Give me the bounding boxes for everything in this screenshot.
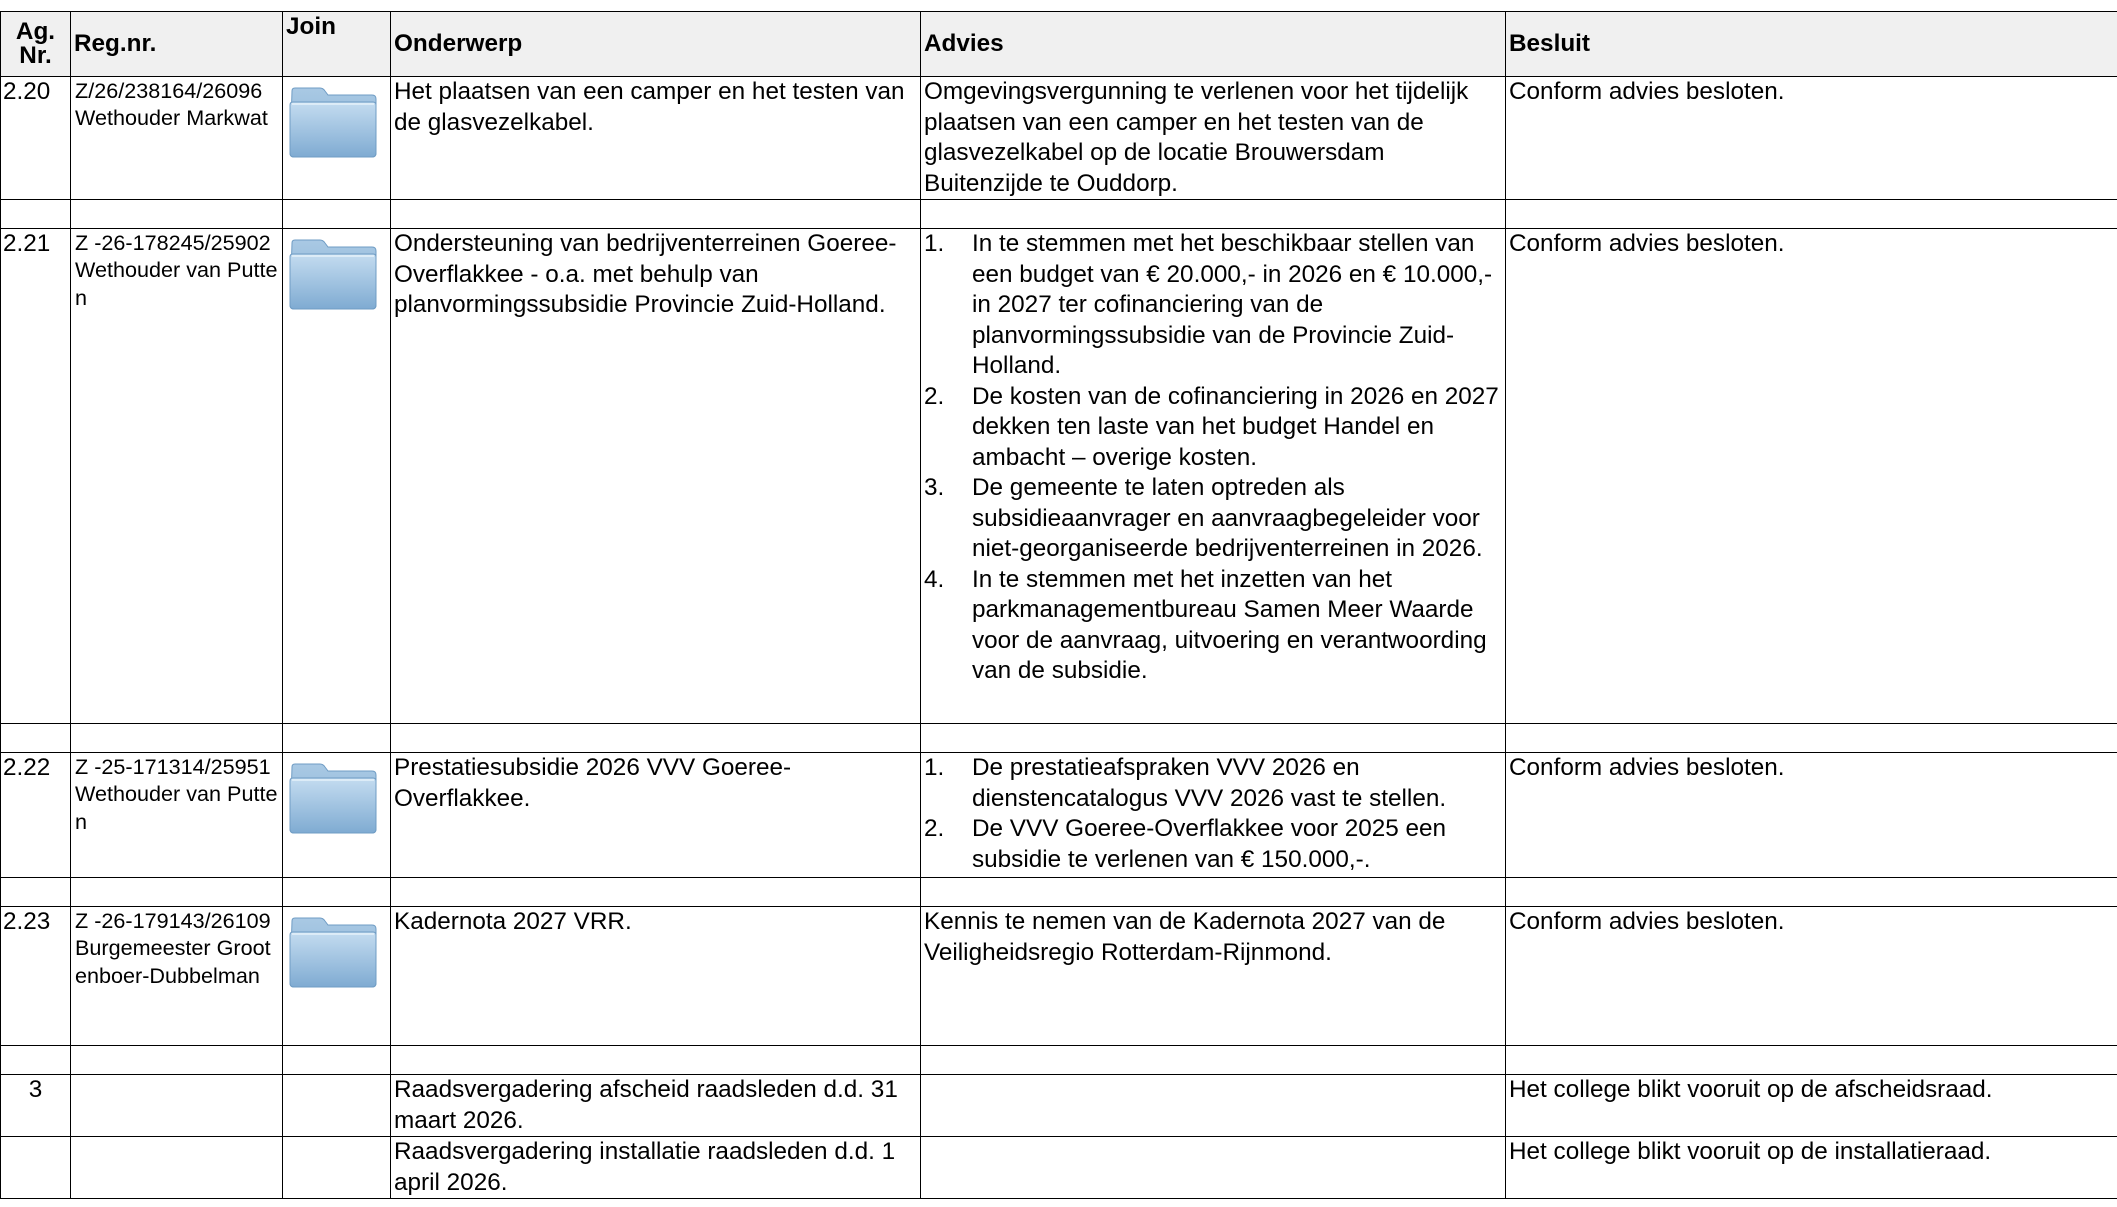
join-cell <box>283 1137 391 1199</box>
reg-person: Wethouder van Putten <box>75 257 278 310</box>
advies-list-item <box>924 229 1502 382</box>
table-row <box>1 77 2117 200</box>
advies-list-item <box>924 382 1502 474</box>
reg-cell <box>71 753 283 878</box>
advies-cell <box>921 1075 1506 1137</box>
reg-number: Z -26-179143/26109 <box>75 908 271 933</box>
onderwerp-cell: Kadernota 2027 VRR. <box>391 907 921 1046</box>
reg-number: Z -25-171314/25951 <box>75 754 271 779</box>
onderwerp-cell: Het plaatsen van een camper en het testen van de glasvezelkabel. <box>391 77 921 200</box>
column-header-onderwerp: Onderwerp <box>391 12 921 77</box>
item-number: 2.21 <box>1 229 71 724</box>
join-cell <box>283 1075 391 1137</box>
reg-cell <box>71 1137 283 1199</box>
table-row <box>1 229 2117 724</box>
agenda-table <box>0 11 2117 1199</box>
reg-number: Z/26/238164/26096 <box>75 78 263 103</box>
besluit-cell: Conform advies besloten. <box>1506 77 2117 200</box>
onderwerp-cell: Prestatiesubsidie 2026 VVV Goeree-Overflakkee. <box>391 753 921 878</box>
folder-icon[interactable] <box>288 87 378 159</box>
reg-person: Burgemeester Grootenboer-Dubbelman <box>75 935 271 988</box>
onderwerp-cell: Raadsvergadering afscheid raadsleden d.d. 31 maart 2026. <box>391 1075 921 1137</box>
list-number: 3. <box>924 474 945 501</box>
item-number: 2.22 <box>1 753 71 878</box>
list-number: 1. <box>924 230 945 257</box>
list-number: 2. <box>924 382 945 410</box>
table-row <box>1 1075 2117 1137</box>
besluit-cell: Conform advies besloten. <box>1506 229 2117 724</box>
item-number: 2.20 <box>1 77 71 200</box>
advies-list <box>924 229 1502 687</box>
advies-list-item <box>924 753 1502 814</box>
advies-list-item <box>924 565 1502 687</box>
folder-icon[interactable] <box>288 763 378 835</box>
advies-cell <box>921 1137 1506 1199</box>
besluit-cell: Conform advies besloten. <box>1506 907 2117 1046</box>
folder-icon[interactable] <box>288 917 378 989</box>
advies-cell <box>921 229 1506 724</box>
list-text: De prestatieafspraken VVV 2026 en dienstencatalogus VVV 2026 vast te stellen. <box>972 754 1447 812</box>
agenda-sheet <box>0 11 2117 1199</box>
list-number: 2. <box>924 815 945 842</box>
join-cell <box>283 753 391 878</box>
column-header-nr: Ag. Nr. <box>1 12 71 77</box>
reg-number: Z -26-178245/25902 <box>75 230 271 255</box>
advies-cell <box>921 753 1506 878</box>
list-text: In te stemmen met het beschikbaar stellen van een budget van € 20.000,- in 2026 en € 10.000,- in 2027 ter cofinanciering van de planvormingssubsidie van de Provincie Zuid-Holland. <box>972 230 1493 379</box>
table-row <box>1 907 2117 1046</box>
join-cell <box>283 77 391 200</box>
advies-list <box>924 753 1502 875</box>
column-header-advies: Advies <box>921 12 1506 77</box>
reg-person: Wethouder van Putten <box>75 781 278 834</box>
list-text: In te stemmen met het inzetten van het parkmanagementbureau Samen Meer Waarde voor de aanvraag, uitvoering en verantwoording van de subsidie. <box>972 565 1487 684</box>
column-header-reg: Reg.nr. <box>71 12 283 77</box>
column-header-besluit: Besluit <box>1506 12 2117 77</box>
advies-list-item <box>924 814 1502 875</box>
item-number: 3 <box>1 1075 71 1137</box>
list-text: De kosten van de cofinanciering in 2026 en 2027 dekken ten laste van het budget Handel en ambacht – overige kosten. <box>972 382 1499 471</box>
spacer-row <box>1 724 2117 753</box>
spacer-row <box>1 200 2117 229</box>
reg-cell <box>71 77 283 200</box>
reg-cell <box>71 229 283 724</box>
join-cell <box>283 907 391 1046</box>
besluit-cell: Het college blikt vooruit op de installatieraad. <box>1506 1137 2117 1199</box>
list-text: De gemeente te laten optreden als subsidieaanvrager en aanvraagbegeleider voor niet-georganiseerde bedrijventerreinen in 2026. <box>972 474 1483 562</box>
reg-cell <box>71 907 283 1046</box>
item-number: 2.23 <box>1 907 71 1046</box>
table-row <box>1 753 2117 878</box>
besluit-cell: Het college blikt vooruit op de afscheidsraad. <box>1506 1075 2117 1137</box>
reg-cell <box>71 1075 283 1137</box>
header-row <box>1 12 2117 77</box>
list-text: De VVV Goeree-Overflakkee voor 2025 een subsidie te verlenen van € 150.000,-. <box>972 815 1447 873</box>
join-cell <box>283 229 391 724</box>
list-number: 4. <box>924 565 945 593</box>
table-row <box>1 1137 2117 1199</box>
advies-list-item <box>924 473 1502 565</box>
list-number: 1. <box>924 754 945 781</box>
spacer-row <box>1 878 2117 907</box>
besluit-cell: Conform advies besloten. <box>1506 753 2117 878</box>
folder-icon[interactable] <box>288 239 378 311</box>
onderwerp-cell: Ondersteuning van bedrijventerreinen Goeree-Overflakkee - o.a. met behulp van planvormingssubsidie Provincie Zuid-Holland. <box>391 229 921 724</box>
spacer-row <box>1 1046 2117 1075</box>
reg-person: Wethouder Markwat <box>75 105 268 131</box>
column-header-join: Join <box>283 12 391 77</box>
onderwerp-cell: Raadsvergadering installatie raadsleden d.d. 1 april 2026. <box>391 1137 921 1199</box>
advies-cell: Omgevingsvergunning te verlenen voor het tijdelijk plaatsen van een camper en het testen van de glasvezelkabel op de locatie Brouwersdam Buitenzijde te Ouddorp. <box>921 77 1506 200</box>
advies-cell: Kennis te nemen van de Kadernota 2027 van de Veiligheidsregio Rotterdam-Rijnmond. <box>921 907 1506 1046</box>
item-number <box>1 1137 71 1199</box>
